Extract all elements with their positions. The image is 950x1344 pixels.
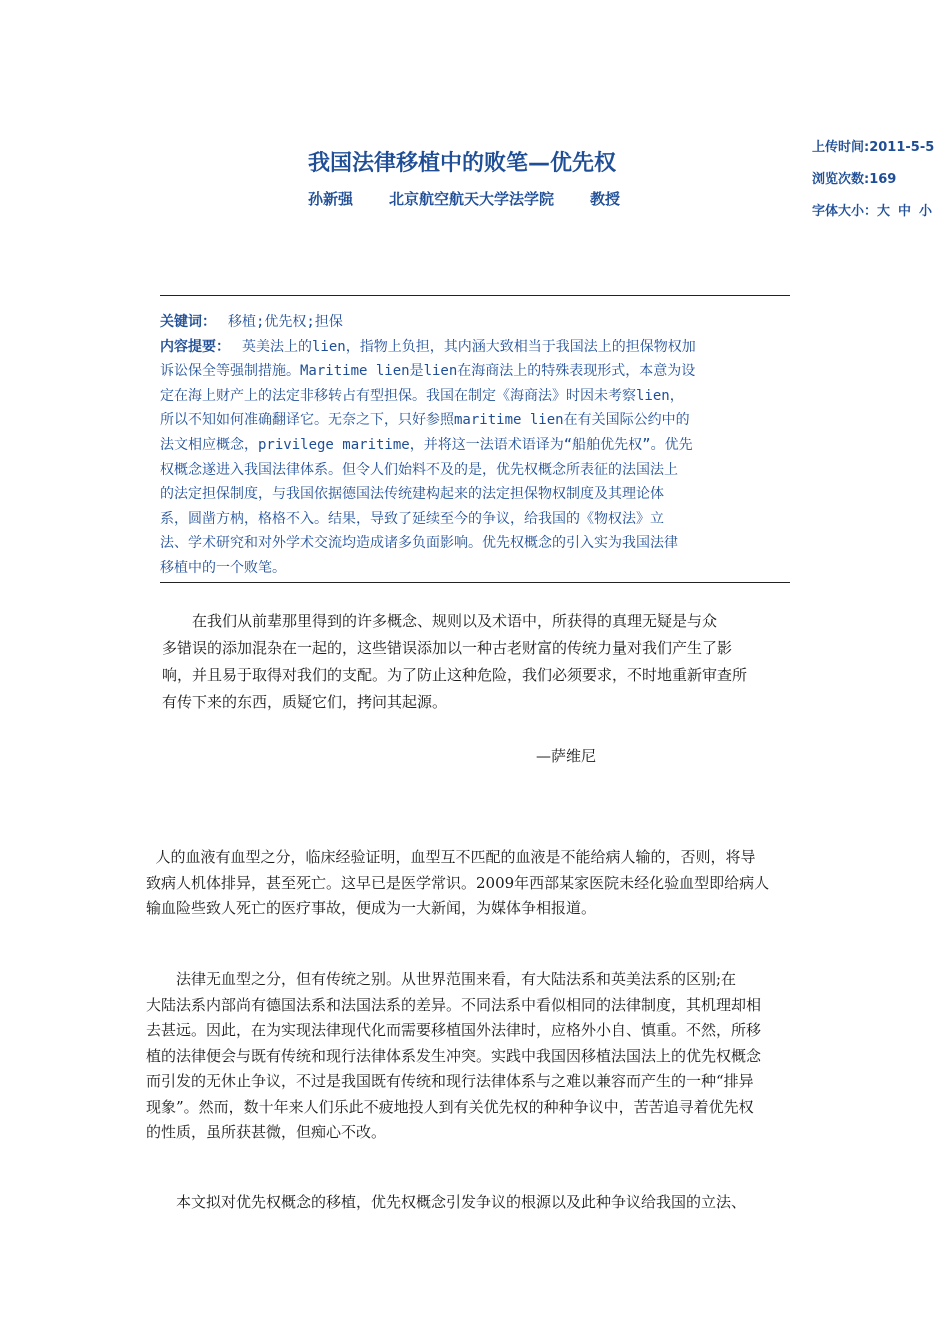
summary-label: 内容提要： bbox=[160, 338, 230, 355]
paragraph-line: 而引发的无休止争议，不过是我国既有传统和现行法律体系与之难以兼容而产生的一种“排异 bbox=[146, 1072, 754, 1090]
paragraph-line: 去甚远。因此，在为实现法律现代化而需要移植国外法律时，应格外小自、慎重。不然，所移 bbox=[146, 1021, 762, 1039]
paragraph-line: 输血险些致人死亡的医疗事故，便成为一大新闻，为媒体争相报道。 bbox=[146, 899, 597, 917]
upload-time: 上传时间:2011-5-5 bbox=[812, 140, 935, 155]
summary-line: 权概念遂进入我国法律体系。但令人们始料不及的是，优先权概念所表征的法国法上 bbox=[160, 461, 678, 478]
body-paragraph bbox=[146, 967, 806, 1146]
author-position: 教授 bbox=[590, 190, 621, 208]
keywords-label: 关键词： bbox=[160, 314, 216, 330]
paragraph-line: 人的血液有血型之分，临床经验证明，血型互不匹配的血液是不能给病人输的，否则，将导 bbox=[146, 848, 756, 866]
paragraph-line: 植的法律便会与既有传统和现行法律体系发生冲突。实践中我国因移植法国法上的优先权概念 bbox=[146, 1046, 762, 1065]
epigraph-line: 响，并且易于取得对我们的支配。为了防止这种危险，我们必须要求，不时地重新审查所 bbox=[162, 666, 748, 684]
paragraph-line: 法律无血型之分，但有传统之别。从世界范围来看，有大陆法系和英美法系的区别;在 bbox=[146, 970, 737, 988]
summary-line: 法文相应概念，privilege maritime，并将这一法语术语译为“船舶优先权”。优先 bbox=[160, 436, 693, 453]
abstract-top-divider bbox=[160, 295, 790, 296]
font-size-medium-link[interactable]: 中 bbox=[898, 204, 912, 219]
article-title: 我国法律移植中的败笔—优先权 bbox=[308, 151, 617, 176]
view-count: 浏览次数:169 bbox=[812, 172, 897, 187]
font-size-large-link[interactable]: 大 bbox=[877, 204, 891, 219]
summary-line: 定在海上财产上的法定非移转占有型担保。我国在制定《海商法》时因未考察lien， bbox=[160, 387, 684, 404]
font-size-label: 字体大小： bbox=[812, 204, 878, 219]
abstract-block bbox=[160, 310, 788, 581]
paragraph-line: 本文拟对优先权概念的移植，优先权概念引发争议的根源以及此种争议给我国的立法、 bbox=[146, 1193, 747, 1211]
summary-line: 法、学术研究和对外学术交流均造成诸多负面影响。优先权概念的引入实为我国法律 bbox=[160, 535, 678, 552]
paragraph-line: 现象”。然而，数十年来人们乐此不疲地投人到有关优先权的种种争议中，苦苦追寻着优先权 bbox=[146, 1097, 754, 1116]
paragraph-line: 大陆法系内部尚有德国法系和法国法系的差异。不同法系中看似相同的法律制度，其机理却相 bbox=[146, 995, 762, 1014]
epigraph-quote bbox=[162, 608, 792, 716]
keywords-value: 移植;优先权;担保 bbox=[228, 314, 343, 330]
summary-line: 内容提要： 英美法上的lien，指物上负担，其内涵大致相当于我国法上的担保物权加 bbox=[160, 338, 696, 355]
summary-line: 诉讼保全等强制措施。Maritime lien是lien在海商法上的特殊表现形式，本意为设 bbox=[160, 363, 696, 380]
summary-line: 的法定担保制度，与我国依据德国法传统建构起来的法定担保物权制度及其理论体 bbox=[160, 486, 664, 503]
font-size-small-link[interactable]: 小 bbox=[919, 204, 933, 219]
epigraph-attribution: —萨维尼 bbox=[536, 747, 597, 765]
paragraph-line: 的性质，虽所获甚微，但痴心不改。 bbox=[146, 1123, 387, 1141]
author-name: 孙新强 bbox=[308, 190, 354, 208]
epigraph-line: 多错误的添加混杂在一起的，这些错误添加以一种古老财富的传统力量对我们产生了影 bbox=[162, 639, 733, 657]
summary-line: 移植中的一个败笔。 bbox=[160, 559, 286, 576]
byline bbox=[308, 188, 620, 209]
keywords-row bbox=[160, 310, 788, 335]
summary-line: 系，圆凿方枘，格格不入。结果，导致了延续至今的争议，给我国的《物权法》立 bbox=[160, 510, 664, 527]
body-paragraph bbox=[146, 845, 806, 922]
body-paragraph bbox=[146, 1190, 806, 1216]
summary-line: 所以不知如何准确翻译它。无奈之下，只好参照maritime lien在有关国际公约中的 bbox=[160, 412, 690, 429]
epigraph-line: 有传下来的东西，质疑它们，拷问其起源。 bbox=[162, 693, 448, 711]
author-affiliation: 北京航空航天大学法学院 bbox=[389, 190, 555, 208]
article-meta bbox=[812, 132, 950, 228]
epigraph-line: 在我们从前辈那里得到的许多概念、规则以及术语中，所获得的真理无疑是与众 bbox=[162, 612, 718, 630]
abstract-bottom-divider bbox=[160, 582, 790, 583]
paragraph-line: 致病人机体排异，甚至死亡。这早已是医学常识。2009年西部某家医院未经化验血型即给病人 bbox=[146, 873, 770, 892]
font-size-control bbox=[812, 196, 950, 228]
